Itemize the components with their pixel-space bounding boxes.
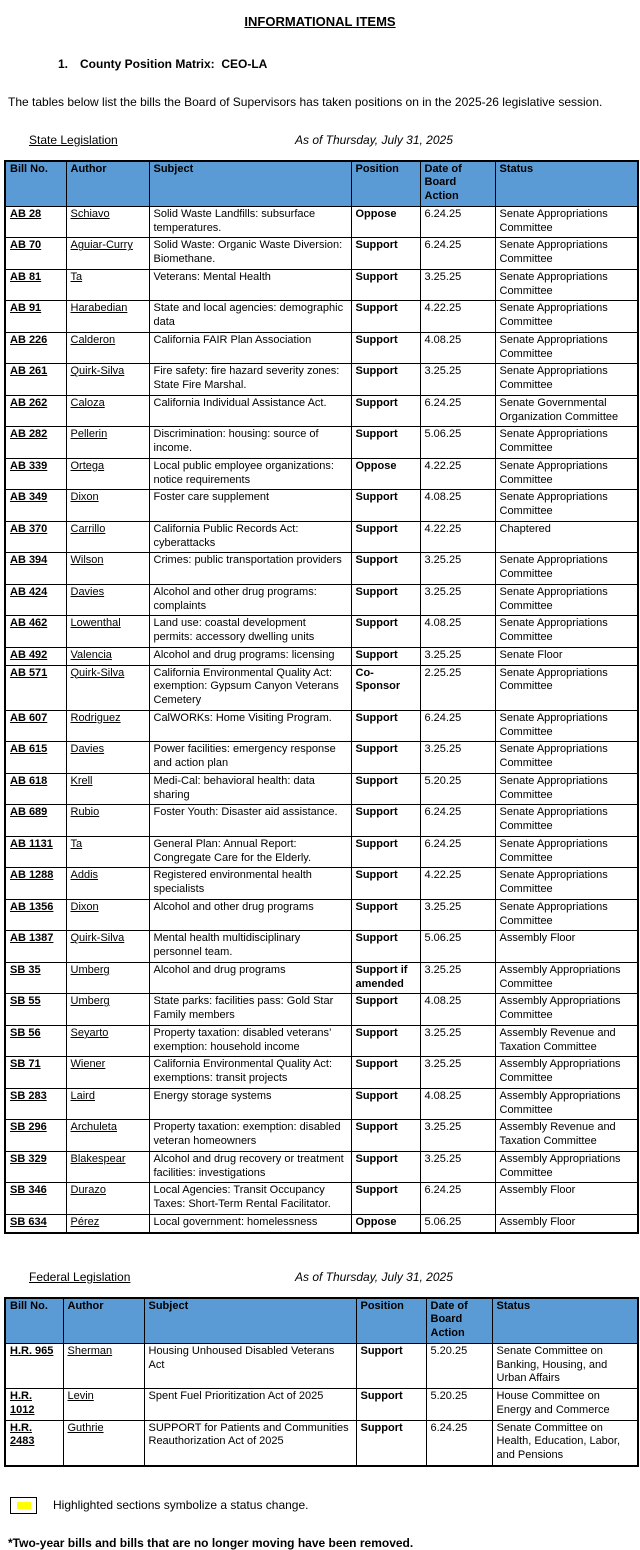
author-cell[interactable]: Archuleta — [66, 1120, 149, 1152]
table-row — [5, 364, 638, 396]
column-header: Position — [351, 161, 420, 207]
table-row — [5, 1389, 638, 1421]
bill-no-cell[interactable]: SB 35 — [5, 962, 66, 994]
date-cell: 6.24.25 — [420, 395, 495, 427]
header-row — [5, 1298, 638, 1344]
column-header: Date of Board Action — [426, 1298, 492, 1344]
status-cell: Senate Appropriations Committee — [495, 427, 638, 459]
state-table-body — [5, 206, 638, 1232]
table-row — [5, 238, 638, 270]
author-cell[interactable]: Harabedian — [66, 301, 149, 333]
date-cell: 6.24.25 — [420, 836, 495, 868]
column-header: Subject — [144, 1298, 356, 1344]
position-cell: Support — [351, 616, 420, 648]
position-cell: Support if amended — [351, 962, 420, 994]
table-row — [5, 773, 638, 805]
date-cell: 3.25.25 — [420, 1151, 495, 1183]
author-cell[interactable]: Davies — [66, 584, 149, 616]
status-cell: Senate Appropriations Committee — [495, 710, 638, 742]
federal-table-header — [5, 1298, 638, 1344]
subject-cell: Mental health multidisciplinary personnel team. — [149, 931, 351, 963]
author-cell[interactable]: Quirk-Silva — [66, 665, 149, 710]
date-cell: 6.24.25 — [420, 805, 495, 837]
column-header: Status — [495, 161, 638, 207]
status-cell: House Committee on Energy and Commerce — [492, 1389, 638, 1421]
table-row — [5, 868, 638, 900]
author-cell[interactable]: Sherman — [63, 1343, 144, 1388]
bill-no-cell[interactable]: AB 28 — [5, 206, 66, 238]
date-cell: 6.24.25 — [420, 206, 495, 238]
bill-no-cell[interactable]: AB 1131 — [5, 836, 66, 868]
bill-no-cell[interactable]: SB 634 — [5, 1214, 66, 1232]
author-cell[interactable]: Laird — [66, 1088, 149, 1120]
column-header: Author — [66, 161, 149, 207]
date-cell: 6.24.25 — [420, 238, 495, 270]
federal-section-heading — [0, 1270, 640, 1287]
author-cell[interactable]: Quirk-Silva — [66, 364, 149, 396]
table-row — [5, 616, 638, 648]
status-cell: Assembly Appropriations Committee — [495, 962, 638, 994]
bill-no-cell[interactable]: AB 1387 — [5, 931, 66, 963]
status-cell: Assembly Appropriations Committee — [495, 994, 638, 1026]
author-cell[interactable]: Krell — [66, 773, 149, 805]
status-cell: Senate Appropriations Committee — [495, 364, 638, 396]
bill-no-cell[interactable]: AB 618 — [5, 773, 66, 805]
status-cell: Senate Appropriations Committee — [495, 332, 638, 364]
subject-cell: State and local agencies: demographic data — [149, 301, 351, 333]
position-cell: Oppose — [351, 1214, 420, 1232]
date-cell: 3.25.25 — [420, 647, 495, 665]
position-cell: Support — [351, 238, 420, 270]
author-cell[interactable]: Rubio — [66, 805, 149, 837]
header-row — [5, 161, 638, 207]
position-cell: Support — [351, 868, 420, 900]
position-cell: Support — [351, 269, 420, 301]
subject-cell: Property taxation: exemption: disabled veteran homeowners — [149, 1120, 351, 1152]
bill-no-cell[interactable]: SB 346 — [5, 1183, 66, 1215]
federal-table-body — [5, 1343, 638, 1466]
date-cell: 4.08.25 — [420, 332, 495, 364]
position-cell: Support — [356, 1343, 426, 1388]
bill-no-cell[interactable]: H.R. 2483 — [5, 1420, 63, 1466]
date-cell: 3.25.25 — [420, 553, 495, 585]
position-cell: Support — [351, 1088, 420, 1120]
table-row — [5, 1120, 638, 1152]
bill-no-cell[interactable]: AB 262 — [5, 395, 66, 427]
position-cell: Oppose — [351, 458, 420, 490]
subject-cell: Local public employee organizations: notice requirements — [149, 458, 351, 490]
bill-no-cell[interactable]: AB 339 — [5, 458, 66, 490]
author-cell[interactable]: Caloza — [66, 395, 149, 427]
status-cell: Senate Appropriations Committee — [495, 616, 638, 648]
bill-no-cell[interactable]: AB 1356 — [5, 899, 66, 931]
subject-cell: California Environmental Quality Act: exemption: Gypsum Canyon Veterans Cemetery — [149, 665, 351, 710]
table-row — [5, 805, 638, 837]
table-row — [5, 1420, 638, 1466]
position-cell: Support — [351, 395, 420, 427]
date-cell: 4.08.25 — [420, 994, 495, 1026]
position-cell: Support — [351, 332, 420, 364]
bill-no-cell[interactable]: AB 226 — [5, 332, 66, 364]
date-cell: 3.25.25 — [420, 584, 495, 616]
date-cell: 3.25.25 — [420, 962, 495, 994]
table-row — [5, 647, 638, 665]
author-cell[interactable]: Umberg — [66, 994, 149, 1026]
position-cell: Support — [351, 553, 420, 585]
author-cell[interactable]: Ta — [66, 269, 149, 301]
position-cell: Support — [351, 836, 420, 868]
position-cell: Support — [351, 584, 420, 616]
date-cell: 3.25.25 — [420, 899, 495, 931]
author-cell[interactable]: Davies — [66, 742, 149, 774]
position-cell: Support — [351, 1025, 420, 1057]
bill-no-cell[interactable]: SB 296 — [5, 1120, 66, 1152]
table-row — [5, 490, 638, 522]
status-cell: Assembly Floor — [495, 1214, 638, 1232]
bill-no-cell[interactable]: SB 283 — [5, 1088, 66, 1120]
yellow-highlight-fill — [17, 1502, 31, 1509]
date-cell: 4.08.25 — [420, 616, 495, 648]
status-cell: Senate Appropriations Committee — [495, 301, 638, 333]
table-row — [5, 206, 638, 238]
subject-cell: General Plan: Annual Report: Congregate Care for the Elderly. — [149, 836, 351, 868]
author-cell[interactable]: Carrillo — [66, 521, 149, 553]
table-row — [5, 1088, 638, 1120]
author-cell[interactable]: Durazo — [66, 1183, 149, 1215]
date-cell: 4.22.25 — [420, 458, 495, 490]
author-cell[interactable]: Levin — [63, 1389, 144, 1421]
author-cell[interactable]: Pellerin — [66, 427, 149, 459]
status-cell: Senate Appropriations Committee — [495, 206, 638, 238]
status-cell: Senate Floor — [495, 647, 638, 665]
author-cell[interactable]: Seyarto — [66, 1025, 149, 1057]
position-cell: Support — [351, 301, 420, 333]
subject-cell: Foster care supplement — [149, 490, 351, 522]
position-cell: Support — [351, 490, 420, 522]
author-cell[interactable]: Umberg — [66, 962, 149, 994]
status-cell: Assembly Revenue and Taxation Committee — [495, 1120, 638, 1152]
subject-cell: Alcohol and drug recovery or treatment facilities: investigations — [149, 1151, 351, 1183]
intro-paragraph: The tables below list the bills the Board of Supervisors has taken positions on in the 2025-26 legislative session. — [8, 95, 603, 109]
subject-cell: Alcohol and drug programs — [149, 962, 351, 994]
position-cell: Support — [351, 1183, 420, 1215]
footnote-text: *Two-year bills and bills that are no longer moving have been removed. — [8, 1535, 414, 1550]
state-table-header — [5, 161, 638, 207]
bill-no-cell[interactable]: SB 56 — [5, 1025, 66, 1057]
subject-cell: Discrimination: housing: source of income. — [149, 427, 351, 459]
date-cell: 6.24.25 — [420, 710, 495, 742]
bill-no-cell[interactable]: AB 261 — [5, 364, 66, 396]
position-cell: Support — [351, 1120, 420, 1152]
subject-cell: Solid Waste: Organic Waste Diversion: Biomethane. — [149, 238, 351, 270]
column-header: Subject — [149, 161, 351, 207]
position-cell: Support — [351, 931, 420, 963]
author-cell[interactable]: Quirk-Silva — [66, 931, 149, 963]
date-cell: 5.06.25 — [420, 1214, 495, 1232]
author-cell[interactable]: Lowenthal — [66, 616, 149, 648]
column-header: Date of Board Action — [420, 161, 495, 207]
bill-no-cell[interactable]: AB 1288 — [5, 868, 66, 900]
author-cell[interactable]: Wiener — [66, 1057, 149, 1089]
subject-cell: Power facilities: emergency response and action plan — [149, 742, 351, 774]
item-number: 1. — [58, 57, 69, 71]
bill-no-cell[interactable]: AB 607 — [5, 710, 66, 742]
table-row — [5, 1343, 638, 1388]
position-cell: Support — [351, 994, 420, 1026]
column-header: Status — [492, 1298, 638, 1344]
position-cell: Support — [356, 1420, 426, 1466]
position-cell: Support — [351, 521, 420, 553]
subject-cell: Property taxation: disabled veterans’ exemption: household income — [149, 1025, 351, 1057]
date-cell: 3.25.25 — [420, 269, 495, 301]
status-cell: Assembly Appropriations Committee — [495, 1057, 638, 1089]
subject-cell: Crimes: public transportation providers — [149, 553, 351, 585]
position-cell: Support — [351, 899, 420, 931]
legend-text: Highlighted sections symbolize a status change. — [53, 1498, 309, 1513]
bill-no-cell[interactable]: AB 571 — [5, 665, 66, 710]
position-cell: Support — [351, 427, 420, 459]
author-cell[interactable]: Pérez — [66, 1214, 149, 1232]
bill-no-cell[interactable]: AB 462 — [5, 616, 66, 648]
author-cell[interactable]: Ortega — [66, 458, 149, 490]
table-row — [5, 332, 638, 364]
status-cell: Senate Appropriations Committee — [495, 269, 638, 301]
subject-cell: Foster Youth: Disaster aid assistance. — [149, 805, 351, 837]
subject-cell: State parks: facilities pass: Gold Star Family members — [149, 994, 351, 1026]
state-legislation-table — [4, 160, 639, 1234]
column-header: Bill No. — [5, 161, 66, 207]
table-row — [5, 899, 638, 931]
subject-cell: Fire safety: fire hazard severity zones: State Fire Marshal. — [149, 364, 351, 396]
page-title: INFORMATIONAL ITEMS — [244, 14, 396, 29]
subject-cell: Alcohol and other drug programs: complaints — [149, 584, 351, 616]
date-cell: 4.08.25 — [420, 490, 495, 522]
subject-cell: Solid Waste Landfills: subsurface temperatures. — [149, 206, 351, 238]
date-cell: 4.22.25 — [420, 521, 495, 553]
bill-no-cell[interactable]: H.R. 965 — [5, 1343, 63, 1388]
status-cell: Senate Appropriations Committee — [495, 458, 638, 490]
status-cell: Assembly Floor — [495, 931, 638, 963]
author-cell[interactable]: Dixon — [66, 490, 149, 522]
item-heading — [58, 57, 640, 71]
state-section-heading — [0, 133, 640, 150]
status-cell: Senate Appropriations Committee — [495, 553, 638, 585]
position-cell: Support — [351, 742, 420, 774]
column-header: Author — [63, 1298, 144, 1344]
status-cell: Senate Appropriations Committee — [495, 899, 638, 931]
table-row — [5, 931, 638, 963]
position-cell: Support — [351, 710, 420, 742]
table-row — [5, 1057, 638, 1089]
subject-cell: Alcohol and drug programs: licensing — [149, 647, 351, 665]
status-cell: Assembly Revenue and Taxation Committee — [495, 1025, 638, 1057]
author-cell[interactable]: Guthrie — [63, 1420, 144, 1466]
federal-legislation-table — [4, 1297, 639, 1467]
table-row — [5, 1214, 638, 1232]
author-cell[interactable]: Addis — [66, 868, 149, 900]
position-cell: Oppose — [351, 206, 420, 238]
status-cell: Assembly Appropriations Committee — [495, 1151, 638, 1183]
table-row — [5, 269, 638, 301]
date-cell: 6.24.25 — [426, 1420, 492, 1466]
column-header: Position — [356, 1298, 426, 1344]
subject-cell: California Individual Assistance Act. — [149, 395, 351, 427]
table-row — [5, 836, 638, 868]
status-cell: Senate Appropriations Committee — [495, 584, 638, 616]
author-cell[interactable]: Ta — [66, 836, 149, 868]
subject-cell: Energy storage systems — [149, 1088, 351, 1120]
state-as-of-date: As of Thursday, July 31, 2025 — [295, 132, 453, 147]
subject-cell: Registered environmental health specialists — [149, 868, 351, 900]
author-cell[interactable]: Schiavo — [66, 206, 149, 238]
subject-cell: Housing Unhoused Disabled Veterans Act — [144, 1343, 356, 1388]
bill-no-cell[interactable]: AB 70 — [5, 238, 66, 270]
author-cell[interactable]: Valencia — [66, 647, 149, 665]
subject-cell: Alcohol and other drug programs — [149, 899, 351, 931]
table-row — [5, 521, 638, 553]
subject-cell: Veterans: Mental Health — [149, 269, 351, 301]
table-row — [5, 1183, 638, 1215]
date-cell: 3.25.25 — [420, 1120, 495, 1152]
date-cell: 3.25.25 — [420, 1057, 495, 1089]
author-cell[interactable]: Dixon — [66, 899, 149, 931]
bill-no-cell[interactable]: AB 370 — [5, 521, 66, 553]
subject-cell: Local Agencies: Transit Occupancy Taxes: Short-Term Rental Facilitator. — [149, 1183, 351, 1215]
subject-cell: California FAIR Plan Association — [149, 332, 351, 364]
status-cell: Senate Appropriations Committee — [495, 490, 638, 522]
table-row — [5, 1151, 638, 1183]
date-cell: 4.22.25 — [420, 868, 495, 900]
date-cell: 6.24.25 — [420, 1183, 495, 1215]
date-cell: 3.25.25 — [420, 1025, 495, 1057]
date-cell: 5.06.25 — [420, 427, 495, 459]
table-row — [5, 427, 638, 459]
status-cell: Senate Committee on Health, Education, Labor, and Pensions — [492, 1420, 638, 1466]
date-cell: 4.08.25 — [420, 1088, 495, 1120]
author-cell[interactable]: Rodriguez — [66, 710, 149, 742]
state-section-label: State Legislation — [29, 132, 118, 147]
column-header: Bill No. — [5, 1298, 63, 1344]
date-cell: 5.20.25 — [420, 773, 495, 805]
status-cell: Assembly Appropriations Committee — [495, 1088, 638, 1120]
status-cell: Senate Appropriations Committee — [495, 773, 638, 805]
bill-no-cell[interactable]: AB 91 — [5, 301, 66, 333]
table-row — [5, 395, 638, 427]
status-cell: Senate Appropriations Committee — [495, 836, 638, 868]
federal-as-of-date: As of Thursday, July 31, 2025 — [295, 1269, 453, 1284]
status-cell: Senate Appropriations Committee — [495, 805, 638, 837]
bill-no-cell[interactable]: AB 492 — [5, 647, 66, 665]
bill-no-cell[interactable]: AB 282 — [5, 427, 66, 459]
table-row — [5, 742, 638, 774]
bill-no-cell[interactable]: SB 55 — [5, 994, 66, 1026]
date-cell: 5.20.25 — [426, 1343, 492, 1388]
author-cell[interactable]: Wilson — [66, 553, 149, 585]
subject-cell: Medi-Cal: behavioral health: data sharing — [149, 773, 351, 805]
bill-no-cell[interactable]: AB 394 — [5, 553, 66, 585]
position-cell: Support — [351, 1151, 420, 1183]
date-cell: 4.22.25 — [420, 301, 495, 333]
federal-section-label: Federal Legislation — [29, 1269, 131, 1284]
status-cell: Senate Appropriations Committee — [495, 238, 638, 270]
status-cell: Senate Committee on Banking, Housing, and Urban Affairs — [492, 1343, 638, 1388]
bill-no-cell[interactable]: H.R. 1012 — [5, 1389, 63, 1421]
position-cell: Support — [351, 647, 420, 665]
author-cell[interactable]: Aguiar-Curry — [66, 238, 149, 270]
highlight-swatch-icon — [10, 1497, 37, 1514]
date-cell: 5.06.25 — [420, 931, 495, 963]
position-cell: Support — [351, 773, 420, 805]
subject-cell: SUPPORT for Patients and Communities Reauthorization Act of 2025 — [144, 1420, 356, 1466]
date-cell: 2.25.25 — [420, 665, 495, 710]
subject-cell: Land use: coastal development permits: accessory dwelling units — [149, 616, 351, 648]
table-row — [5, 665, 638, 710]
position-cell: Support — [351, 805, 420, 837]
highlight-legend — [10, 1497, 640, 1514]
subject-cell: California Public Records Act: cyberattacks — [149, 521, 351, 553]
item-title: County Position Matrix: CEO-LA — [80, 57, 268, 71]
position-cell: Support — [351, 1057, 420, 1089]
date-cell: 5.20.25 — [426, 1389, 492, 1421]
bill-no-cell[interactable]: AB 81 — [5, 269, 66, 301]
position-cell: Support — [356, 1389, 426, 1421]
status-cell: Assembly Floor — [495, 1183, 638, 1215]
table-row — [5, 710, 638, 742]
table-row — [5, 584, 638, 616]
table-row — [5, 962, 638, 994]
status-cell: Senate Appropriations Committee — [495, 868, 638, 900]
subject-cell: CalWORKs: Home Visiting Program. — [149, 710, 351, 742]
status-cell: Senate Governmental Organization Committee — [495, 395, 638, 427]
date-cell: 3.25.25 — [420, 364, 495, 396]
bill-no-cell[interactable]: SB 71 — [5, 1057, 66, 1089]
date-cell: 3.25.25 — [420, 742, 495, 774]
subject-cell: California Environmental Quality Act: exemptions: transit projects — [149, 1057, 351, 1089]
author-cell[interactable]: Blakespear — [66, 1151, 149, 1183]
status-cell: Senate Appropriations Committee — [495, 742, 638, 774]
author-cell[interactable]: Calderon — [66, 332, 149, 364]
status-cell: Chaptered — [495, 521, 638, 553]
subject-cell: Local government: homelessness — [149, 1214, 351, 1232]
table-row — [5, 458, 638, 490]
table-row — [5, 1025, 638, 1057]
bill-no-cell[interactable]: AB 424 — [5, 584, 66, 616]
status-cell: Senate Appropriations Committee — [495, 665, 638, 710]
bill-no-cell[interactable]: AB 615 — [5, 742, 66, 774]
bill-no-cell[interactable]: AB 349 — [5, 490, 66, 522]
table-row — [5, 553, 638, 585]
position-cell: Support — [351, 364, 420, 396]
table-row — [5, 301, 638, 333]
position-cell: Co-Sponsor — [351, 665, 420, 710]
bill-no-cell[interactable]: SB 329 — [5, 1151, 66, 1183]
subject-cell: Spent Fuel Prioritization Act of 2025 — [144, 1389, 356, 1421]
bill-no-cell[interactable]: AB 689 — [5, 805, 66, 837]
table-row — [5, 994, 638, 1026]
